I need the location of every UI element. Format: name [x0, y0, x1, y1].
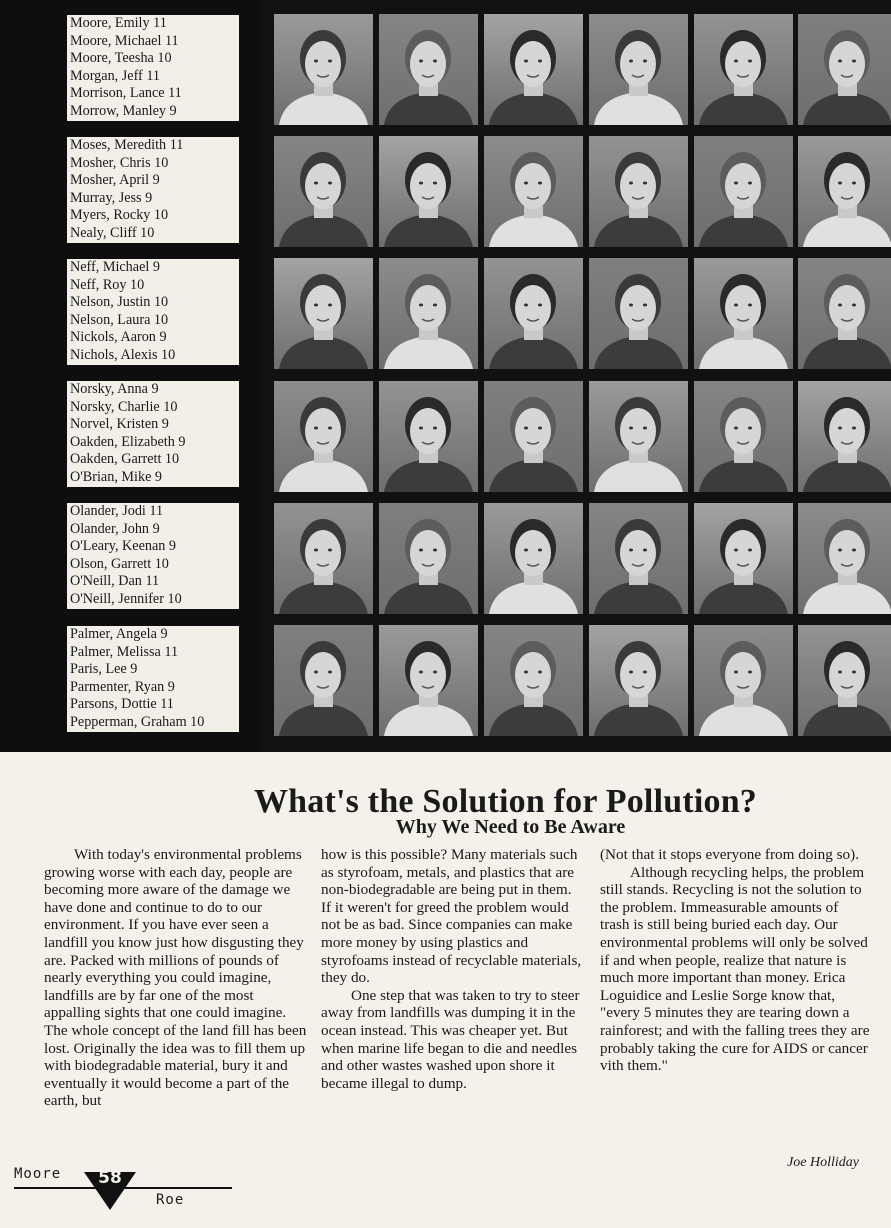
student-portrait	[484, 14, 583, 125]
student-name: Oakden, Garrett 10	[70, 451, 180, 468]
student-portrait	[274, 14, 373, 125]
student-portrait	[484, 258, 583, 369]
student-portrait	[274, 625, 373, 736]
student-name: Nichols, Alexis 10	[70, 346, 176, 363]
person-silhouette-icon	[694, 625, 793, 736]
paragraph: With today's environmental problems growing worse with each day, people are becoming more aware of the damage we have done and continue to do to our environment. If you have ever seen a landfill you know just how disgusting they are. Packed with millions of pounds of nearly everything you could imagine, landfills are by far one of the most appalling sights that one could imagine. The whole concept of the land fill has been lost. Originally the idea was to fill them up with biodegradable material, bury it and eventually it would become a part of the earth, but	[44, 846, 307, 1110]
page-number: 58	[98, 1168, 122, 1188]
student-portrait	[694, 258, 793, 369]
person-silhouette-icon	[379, 503, 478, 614]
student-portrait	[694, 136, 793, 247]
person-silhouette-icon	[274, 258, 373, 369]
student-name: Morrison, Lance 11	[70, 85, 182, 102]
student-portrait	[379, 136, 478, 247]
student-name: Mosher, April 9	[70, 172, 160, 189]
article-title: What's the Solution for Pollution?	[253, 783, 758, 820]
person-silhouette-icon	[798, 14, 891, 125]
student-portrait	[589, 381, 688, 492]
student-name: O'Leary, Keenan 9	[70, 538, 177, 555]
student-name: Moses, Meredith 11	[70, 137, 184, 153]
student-portrait	[694, 381, 793, 492]
person-silhouette-icon	[379, 381, 478, 492]
roster-box	[67, 259, 239, 365]
student-name: Moore, Teesha 10	[70, 50, 172, 67]
person-silhouette-icon	[274, 625, 373, 736]
student-name: Neff, Roy 10	[70, 276, 145, 293]
student-name: Moore, Emily 11	[70, 15, 167, 31]
person-silhouette-icon	[484, 136, 583, 247]
person-silhouette-icon	[694, 136, 793, 247]
student-name: Morrow, Manley 9	[70, 102, 177, 119]
student-name: Palmer, Angela 9	[70, 626, 168, 642]
paragraph: how is this possible? Many materials such as styrofoam, metals, and plastics that are non-biodegradable are being put in them. If it weren't for greed the problem would not be as bad. Since companies can make more money by using plastics and styrofoams instead of recyclable materials, they do.	[321, 846, 582, 987]
person-silhouette-icon	[589, 381, 688, 492]
page-folio	[14, 1166, 244, 1216]
student-portrait	[379, 625, 478, 736]
student-portrait	[379, 258, 478, 369]
student-portrait	[274, 381, 373, 492]
student-name: Murray, Jess 9	[70, 189, 153, 206]
student-name: Moore, Michael 11	[70, 32, 179, 49]
student-name: Pepperman, Graham 10	[70, 713, 205, 730]
person-silhouette-icon	[694, 14, 793, 125]
paragraph: One step that was taken to try to steer away from landfills was dumping it in the ocean instead. This was cheaper yet. But when marine life began to die and needles and other wastes washed upon shore it became illegal to dump.	[321, 986, 580, 1092]
person-silhouette-icon	[379, 14, 478, 125]
student-name: O'Brian, Mike 9	[70, 468, 163, 485]
person-silhouette-icon	[694, 258, 793, 369]
roster-box	[67, 503, 239, 609]
person-silhouette-icon	[798, 381, 891, 492]
person-silhouette-icon	[589, 258, 688, 369]
roster-box	[67, 626, 239, 732]
student-name: Parsons, Dottie 11	[70, 696, 174, 713]
person-silhouette-icon	[274, 136, 373, 247]
portrait-grid	[261, 0, 891, 752]
roster-box	[67, 381, 239, 487]
student-name: Olander, Jodi 11	[70, 503, 164, 519]
student-portrait	[798, 381, 891, 492]
student-portrait	[589, 503, 688, 614]
student-portrait	[484, 503, 583, 614]
person-silhouette-icon	[484, 625, 583, 736]
person-silhouette-icon	[694, 381, 793, 492]
student-portrait	[798, 625, 891, 736]
person-silhouette-icon	[589, 14, 688, 125]
student-portrait	[274, 136, 373, 247]
person-silhouette-icon	[589, 625, 688, 736]
student-portrait	[798, 503, 891, 614]
person-silhouette-icon	[798, 258, 891, 369]
byline: Joe Holliday	[787, 1155, 859, 1170]
student-name: Nealy, Cliff 10	[70, 224, 155, 241]
student-portrait	[484, 625, 583, 736]
person-silhouette-icon	[484, 14, 583, 125]
student-portrait	[798, 136, 891, 247]
student-name: Mosher, Chris 10	[70, 154, 169, 171]
person-silhouette-icon	[379, 258, 478, 369]
student-name: O'Neill, Dan 11	[70, 573, 160, 590]
student-portrait	[589, 14, 688, 125]
student-portrait	[484, 381, 583, 492]
student-portrait	[484, 136, 583, 247]
person-silhouette-icon	[589, 136, 688, 247]
student-portrait	[694, 503, 793, 614]
roster-box	[67, 15, 239, 121]
student-portrait	[274, 258, 373, 369]
person-silhouette-icon	[274, 14, 373, 125]
folio-right-name: Roe	[156, 1192, 185, 1208]
student-name: Morgan, Jeff 11	[70, 67, 160, 84]
person-silhouette-icon	[798, 625, 891, 736]
student-portrait	[589, 258, 688, 369]
student-name: Myers, Rocky 10	[70, 207, 169, 224]
person-silhouette-icon	[379, 625, 478, 736]
student-portrait	[379, 381, 478, 492]
person-silhouette-icon	[274, 381, 373, 492]
person-silhouette-icon	[694, 503, 793, 614]
article-column-1	[44, 846, 309, 1110]
student-portrait	[694, 625, 793, 736]
student-name: Oakden, Elizabeth 9	[70, 433, 186, 450]
person-silhouette-icon	[798, 136, 891, 247]
student-name: Paris, Lee 9	[70, 661, 138, 678]
student-portrait	[798, 14, 891, 125]
student-name: Nelson, Laura 10	[70, 311, 169, 328]
student-portrait	[798, 258, 891, 369]
student-name: Norsky, Anna 9	[70, 381, 159, 397]
student-portrait	[589, 625, 688, 736]
student-name: Palmer, Melissa 11	[70, 643, 179, 660]
article-subtitle: Why We Need to Be Aware	[395, 816, 626, 838]
person-silhouette-icon	[379, 136, 478, 247]
student-name: Parmenter, Ryan 9	[70, 678, 175, 695]
person-silhouette-icon	[484, 503, 583, 614]
student-portrait	[274, 503, 373, 614]
paragraph: Although recycling helps, the problem still stands. Recycling is not the solution to the problem. Immeasurable amounts of trash is still being buried each day. Our environmental problems will only be solved if and when people, realize that nature is much more important than money. Erica Loguidice and Leslie Sorge know that, "every 5 minutes they are tearing down a rainforest; and with the falling trees they are probably taking the cure for AIDS or cancer vith them."	[600, 863, 870, 1075]
article-column-2	[321, 846, 583, 1092]
student-name: Nickols, Aaron 9	[70, 329, 167, 346]
student-name: Olander, John 9	[70, 520, 160, 537]
person-silhouette-icon	[798, 503, 891, 614]
folio-left-name: Moore	[14, 1166, 62, 1182]
student-portrait	[694, 14, 793, 125]
student-name: O'Neill, Jennifer 10	[70, 590, 182, 607]
person-silhouette-icon	[484, 381, 583, 492]
paragraph: (Not that it stops everyone from doing so).	[600, 846, 859, 863]
roster-box	[67, 137, 239, 243]
student-name: Nelson, Justin 10	[70, 294, 169, 311]
person-silhouette-icon	[274, 503, 373, 614]
student-name: Norsky, Charlie 10	[70, 398, 178, 415]
student-name: Neff, Michael 9	[70, 259, 160, 275]
student-portrait	[589, 136, 688, 247]
student-name: Norvel, Kristen 9	[70, 416, 169, 433]
student-portrait	[379, 14, 478, 125]
article-column-3	[600, 846, 870, 1075]
student-portrait	[379, 503, 478, 614]
student-name: Olson, Garrett 10	[70, 555, 169, 572]
person-silhouette-icon	[589, 503, 688, 614]
person-silhouette-icon	[484, 258, 583, 369]
